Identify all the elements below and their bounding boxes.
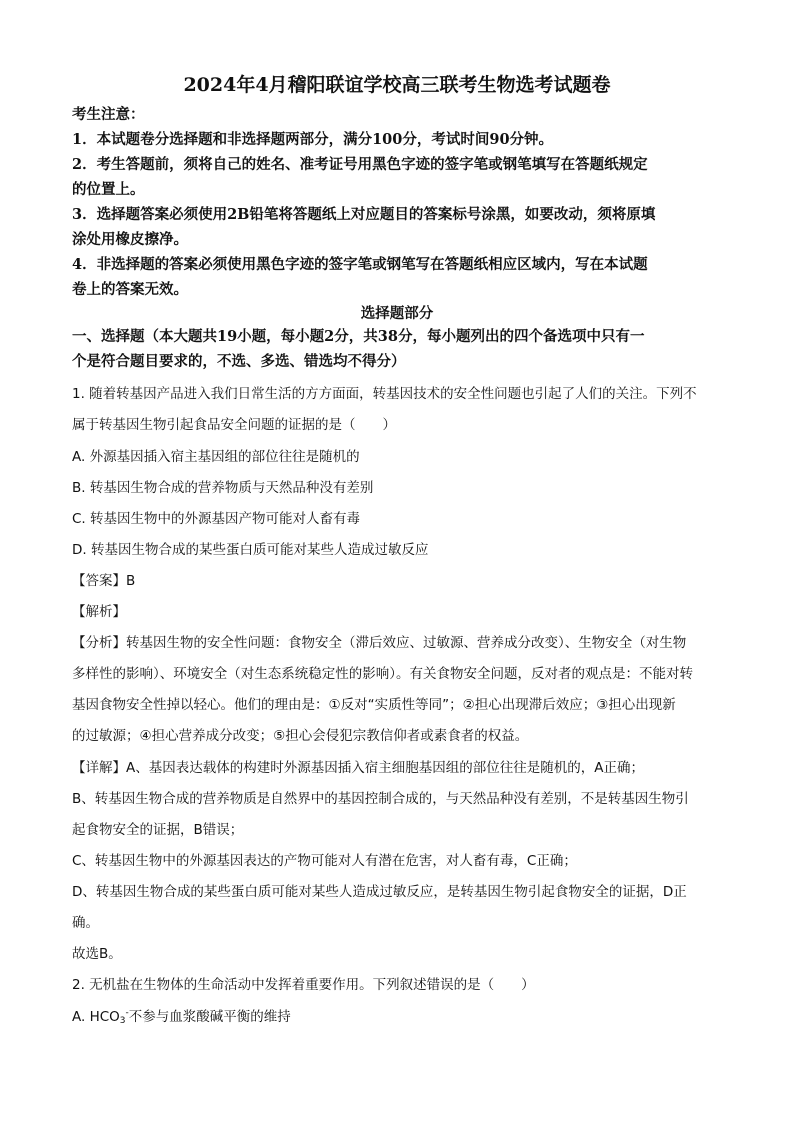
- notice-line: 卷上的答案无效。: [72, 281, 188, 298]
- notice-line: 涂处用橡皮擦净。: [72, 231, 188, 248]
- notice-heading: 考生注意：: [72, 106, 145, 123]
- q1-option-c: C. 转基因生物中的外源基因产物可能对人畜有毒: [72, 511, 361, 527]
- notice-line: 的位置上。: [72, 181, 145, 198]
- q1-detail-line: D、转基因生物合成的某些蛋白质可能对某些人造成过敏反应，是转基因生物引起食物安全的证据，D正: [72, 884, 687, 900]
- notice-line: 2．考生答题前，须将自己的姓名、准考证号用黑色字迹的签字笔或钢笔填写在答题纸规定: [72, 156, 648, 173]
- q1-option-d: D. 转基因生物合成的某些蛋白质可能对某些人造成过敏反应: [72, 542, 429, 558]
- notice-line: 1．本试题卷分选择题和非选择题两部分，满分100分，考试时间90分钟。: [72, 131, 554, 148]
- q2-option-a: [72, 1005, 732, 1026]
- q2-stem: 2. 无机盐在生物体的生命活动中发挥着重要作用。下列叙述错误的是（ ）: [72, 977, 535, 993]
- q1-option-a: A. 外源基因插入宿主基因组的部位往往是随机的: [72, 449, 360, 465]
- q2-option-a-superscript: -: [125, 1008, 129, 1018]
- q1-stem-line: 属于转基因生物引起食品安全问题的证据的是（ ）: [72, 417, 396, 433]
- section-title: 选择题部分: [360, 305, 434, 322]
- q2-option-a-suffix: 不参与血浆酸碱平衡的维持: [128, 1009, 291, 1025]
- part-heading-line: 一、选择题（本大题共19小题，每小题2分，共38分，每小题列出的四个备选项中只有一: [72, 328, 645, 345]
- q1-detail-line: B、转基因生物合成的营养物质是自然界中的基因控制合成的，与天然品种没有差别，不是转基因生物引: [72, 791, 689, 807]
- exam-title: 2024年4月稽阳联谊学校高三联考生物选考试题卷: [183, 74, 611, 96]
- notice-section: [72, 102, 732, 302]
- q1-analysis-line: 多样性的影响）、环境安全（对生态系统稳定性的影响）。有关食物安全问题，反对者的观点是：不能对转: [72, 666, 693, 682]
- q1-option-b: B. 转基因生物合成的营养物质与天然品种没有差别: [72, 480, 374, 496]
- part-heading: [72, 324, 732, 374]
- q1-analysis-line: 基因食物安全性掉以轻心。他们的理由是：①反对“实质性等同”；②担心出现滞后效应；③担心出现新: [72, 697, 676, 713]
- q1-stem-line: 1. 随着转基因产品进入我们日常生活的方方面面，转基因技术的安全性问题也引起了人们的关注。下列不: [72, 386, 697, 402]
- notice-line: 3．选择题答案必须使用2B铅笔将答题纸上对应题目的答案标号涂黑，如要改动，须将原填: [72, 206, 656, 223]
- part-heading-line: 个是符合题目要求的，不选、多选、错选均不得分）: [72, 353, 406, 370]
- q1-detail-line: 【详解】A、基因表达载体的构建时外源基因插入宿主细胞基因组的部位往往是随机的，A正确；: [72, 760, 644, 776]
- q2-option-a-subscript: 3: [119, 1016, 126, 1026]
- q1-detail-line: 确。: [72, 915, 99, 931]
- q1-analysis-line: 的过敏源；④担心营养成分改变；⑤担心会侵犯宗教信仰者或素食者的权益。: [72, 728, 529, 744]
- q1-detail-line: C、转基因生物中的外源基因表达的产物可能对人有潜在危害，对人畜有毒，C正确；: [72, 853, 577, 869]
- q1-analysis-line: 【分析】转基因生物的安全性问题：食物安全（滞后效应、过敏源、营养成分改变）、生物安全（对生物: [72, 635, 687, 651]
- q1-detail-line: 起食物安全的证据，B错误；: [72, 822, 244, 838]
- q1-answer: 【答案】B: [72, 573, 136, 589]
- q1-detail-line: 故选B。: [72, 946, 122, 962]
- notice-line: 4．非选择题的答案必须使用黑色字迹的签字笔或钢笔写在答题纸相应区域内，写在本试题: [72, 256, 648, 273]
- q2-option-a-prefix: A. HCO: [72, 1009, 120, 1025]
- q1-analysis-label: 【解析】: [72, 604, 126, 620]
